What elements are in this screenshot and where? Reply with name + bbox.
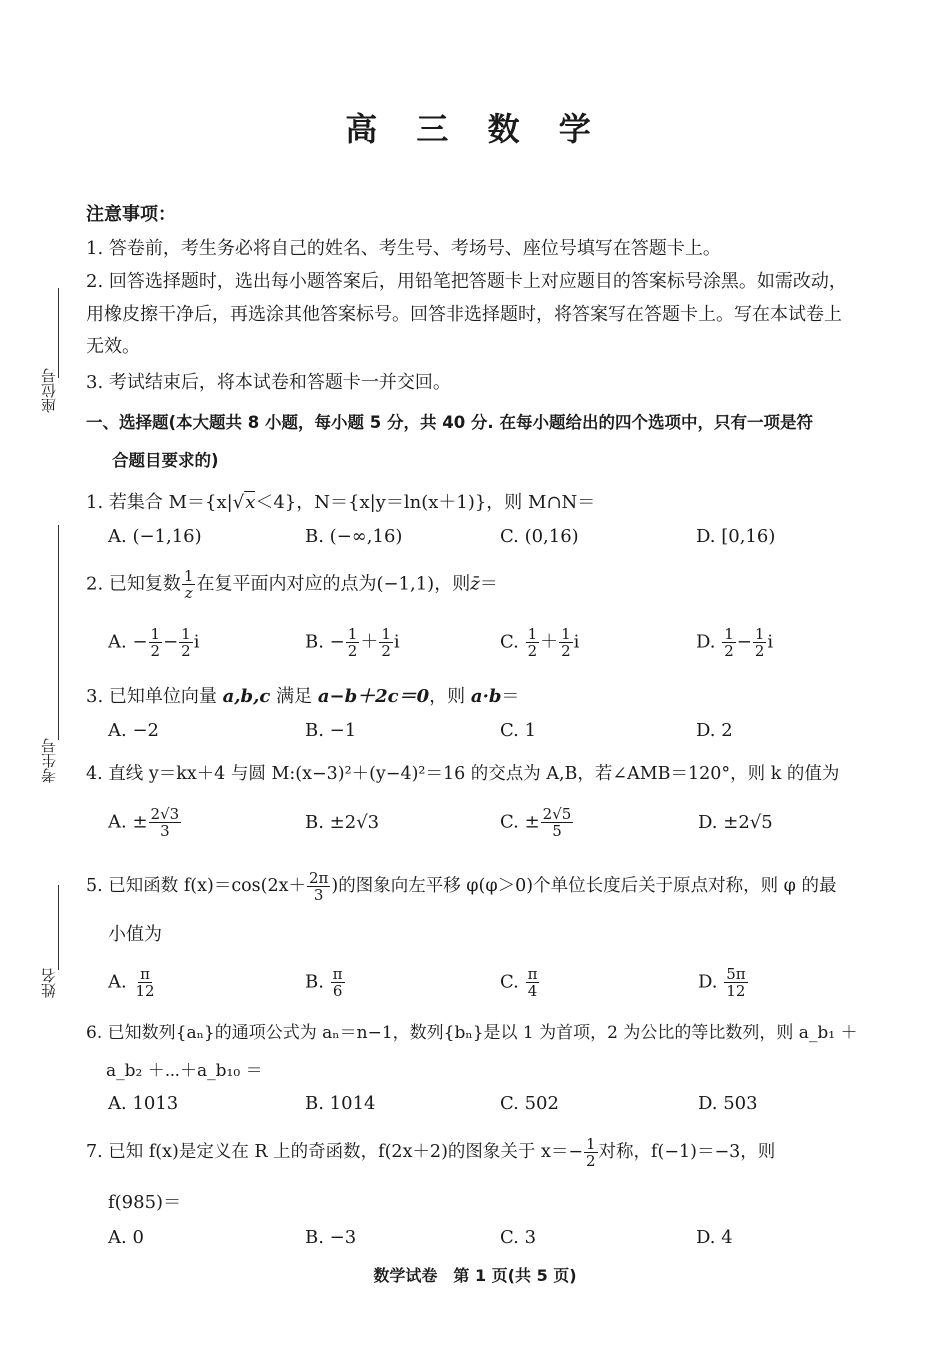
q7-option-a: A. 0 <box>108 1227 144 1248</box>
q5-option-c: C. $\frac{\pi}{4}$ <box>500 965 538 1000</box>
q3-option-a: A. −2 <box>108 720 159 741</box>
q2-stem-a: 2. 已知复数 <box>86 573 181 595</box>
page-title: 高 三 数 学 <box>345 110 605 148</box>
q4-option-a: A. ± $\frac{2√3}{3}$ <box>108 805 180 840</box>
question-1-stem: 1. 若集合 M＝{x|√x＜4}，N＝{x|y＝ln(x＋1)}，则 M∩N＝ <box>86 492 596 513</box>
question-6-stem: 6. 已知数列{aₙ}的通项公式为 aₙ＝n−1，数列{bₙ}是以 1 为首项，2 为公比的等比数列，则 a_b₁ ＋ <box>86 1023 858 1043</box>
q2-stem-b: 在复平面内对应的点为(−1,1)，则 <box>196 573 471 595</box>
q6-stem-line2: a_b₂ ＋⋯＋a_b₁₀ ＝ <box>106 1061 263 1081</box>
q1-option-a: A. (−1,16) <box>108 526 202 547</box>
q2-stem-d: ＝ <box>479 573 498 595</box>
q3-dot-product: a·b <box>470 686 502 707</box>
q1-option-d: D. [0,16) <box>696 526 776 547</box>
q2-conjugate: z̄ <box>470 573 480 595</box>
q6-option-b: B. 1014 <box>305 1093 376 1114</box>
q3-equation: a−b＋2c＝0 <box>317 686 430 707</box>
q6-option-d: D. 503 <box>698 1093 758 1114</box>
note-item: 1. 答卷前，考生务必将自己的姓名、考生号、考场号、座位号填写在答题卡上。 <box>86 238 721 259</box>
q1-stem-b: ＜4}，N＝{x|y＝ln(x＋1)}，则 M∩N＝ <box>255 492 596 513</box>
question-5-stem: 5. 已知函数 f(x)＝cos(2x＋ $\frac{2\pi}{3}$ )的图象向左平移 φ(φ＞0)个单位长度后关于原点对称，则 φ 的最 <box>86 869 837 904</box>
q3-option-c: C. 1 <box>500 720 537 741</box>
question-7-stem: 7. 已知 f(x)是定义在 R 上的奇函数，f(2x＋2)的图象关于 x＝− $\frac{1}{2}$ 对称，f(−1)＝−3，则 <box>86 1135 776 1170</box>
seat-number-line <box>58 288 59 378</box>
q5-stem-line2: 小值为 <box>108 924 162 945</box>
notes-heading: 注意事项： <box>86 204 176 225</box>
q2-option-d: D. $\frac{1}{2}$ − $\frac{1}{2}$ i <box>696 625 774 660</box>
q3-option-b: B. −1 <box>305 720 357 741</box>
q2-option-c: C. $\frac{1}{2}$ ＋ $\frac{1}{2}$ i <box>500 625 580 660</box>
question-4-stem: 4. 直线 y＝kx＋4 与圆 M:(x−3)²＋(y−4)²＝16 的交点为 A,B，若∠AMB＝120°，则 k 的值为 <box>86 764 840 784</box>
q5-option-b: B. $\frac{\pi}{6}$ <box>305 965 343 1000</box>
section-title: 一、选择题(本大题共 8 小题，每小题 5 分，共 40 分. 在每小题给出的四个选项中，只有一项是符 <box>86 413 813 432</box>
note-item: 2. 回答选择题时，选出每小题答案后，用铅笔把答题卡上对应题目的答案标号涂黑。如需改动， <box>86 271 847 292</box>
q7-option-c: C. 3 <box>500 1227 537 1248</box>
q1-sqrt: x <box>245 492 256 513</box>
q1-option-c: C. (0,16) <box>500 526 579 547</box>
q6-option-c: C. 502 <box>500 1093 559 1114</box>
q2-fraction: $\frac{1}{z}$ <box>183 567 194 602</box>
question-2-stem <box>86 568 498 601</box>
q5-option-d: D. $\frac{5\pi}{12}$ <box>698 965 746 1000</box>
student-number-label: 考生号 <box>40 738 58 783</box>
question-3-stem: 3. 已知单位向量 a,b,c 满足 a−b＋2c＝0，则 a·b＝ <box>86 686 520 707</box>
name-line <box>58 885 59 970</box>
q7-stem-line2: f(985)＝ <box>108 1192 182 1213</box>
page-footer: 数学试卷 第 1 页(共 5 页) <box>373 1266 577 1285</box>
note-item: 3. 考试结束后，将本试卷和答题卡一并交回。 <box>86 372 451 393</box>
q5-option-a: A. $\frac{\pi}{12}$ <box>108 965 155 1000</box>
q4-option-b: B. ±2√3 <box>305 812 380 833</box>
q6-option-a: A. 1013 <box>108 1093 179 1114</box>
name-label: 姓名 <box>40 968 58 998</box>
q4-option-d: D. ±2√5 <box>698 812 773 833</box>
seat-number-label: 座位号 <box>40 368 58 413</box>
q3-vectors: a,b,c <box>222 686 271 707</box>
student-number-line <box>58 525 59 740</box>
section-title-cont: 合题目要求的) <box>112 451 219 470</box>
q2-option-b: B. − $\frac{1}{2}$ ＋ $\frac{1}{2}$ i <box>305 625 400 660</box>
note-item: 用橡皮擦干净后，再选涂其他答案标号。回答非选择题时，将答案写在答题卡上。写在本试卷上 <box>86 304 842 325</box>
q7-option-d: D. 4 <box>696 1227 733 1248</box>
q4-option-c: C. ± $\frac{2√5}{5}$ <box>500 805 572 840</box>
q1-option-b: B. (−∞,16) <box>305 526 403 547</box>
note-item: 无效。 <box>86 336 140 357</box>
q1-stem-a: 1. 若集合 M＝{x| <box>86 492 233 513</box>
q2-option-a: A. − $\frac{1}{2}$ − $\frac{1}{2}$ i <box>108 625 200 660</box>
q3-option-d: D. 2 <box>696 720 733 741</box>
q7-option-b: B. −3 <box>305 1227 357 1248</box>
